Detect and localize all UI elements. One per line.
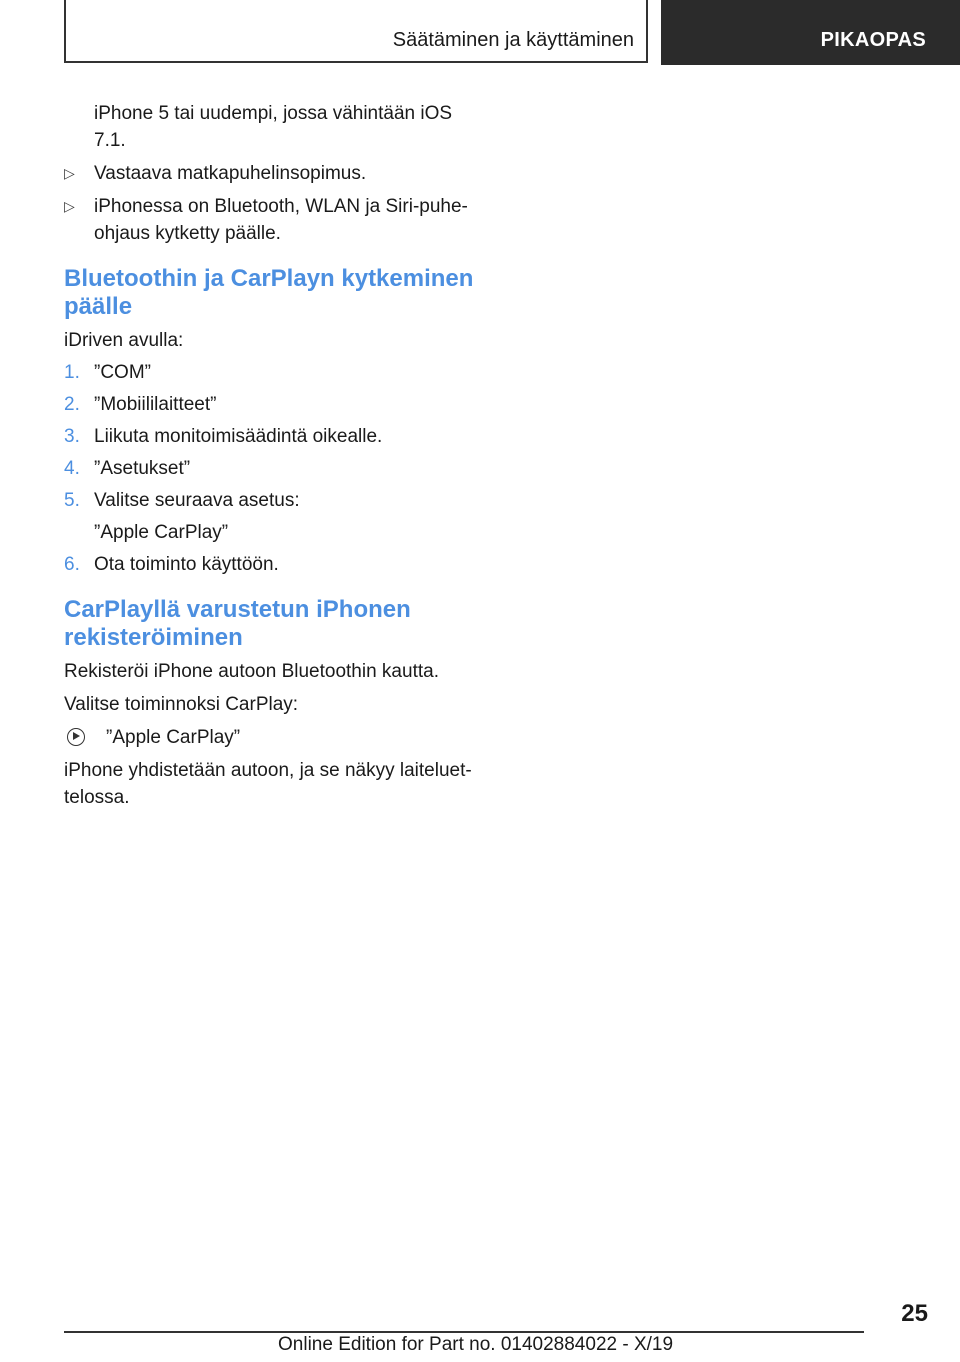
section-heading: CarPlayllä varustetun iPhonen rekisteröiminen	[64, 596, 411, 651]
step-text: ”Mobiililaitteet”	[94, 394, 217, 415]
section-heading: Bluetoothin ja CarPlayn kytkeminen päälle	[64, 265, 474, 320]
continued-list-item: iPhone 5 tai uudempi, jossa vähintään iOS 7.1.	[94, 103, 453, 151]
step-text: ”COM”	[94, 362, 151, 383]
header-section-box	[64, 0, 648, 63]
list-item	[64, 160, 484, 187]
list-item-text: iPhonessa on Bluetooth, WLAN ja Siri-puhe-ohjaus kytketty päälle.	[94, 196, 468, 244]
step-text: Liikuta monitoimisäädintä oikealle.	[94, 426, 383, 447]
paragraph: Valitse toiminnoksi CarPlay:	[64, 694, 299, 715]
list-item	[64, 193, 484, 247]
step-text: Valitse seuraava asetus:	[94, 490, 300, 511]
footer-edition: Online Edition for Part no. 01402884022 - X/19	[278, 1334, 674, 1355]
step-item	[64, 552, 484, 578]
header-section-title: Säätäminen ja käyttäminen	[392, 29, 634, 51]
step-number: 4.	[64, 458, 80, 479]
step-item	[64, 424, 484, 450]
bullet-triangle-icon: ▷	[64, 198, 75, 214]
step-number: 5.	[64, 490, 80, 511]
step-number: 1.	[64, 362, 80, 383]
page-content	[64, 100, 484, 817]
bullet-triangle-icon: ▷	[64, 165, 75, 181]
page-number: 25	[901, 1300, 928, 1327]
paragraph: iPhone yhdistetään autoon, ja se näkyy laiteluet-telossa.	[64, 760, 472, 808]
step-item	[64, 392, 484, 418]
icon-list-item	[64, 724, 484, 751]
step-item	[64, 488, 484, 546]
footer-divider	[64, 1331, 864, 1333]
step-number: 6.	[64, 554, 80, 575]
step-number: 2.	[64, 394, 80, 415]
step-item	[64, 360, 484, 386]
header-badge-label: PIKAOPAS	[820, 29, 926, 51]
list-item-text: Vastaava matkapuhelinsopimus.	[94, 163, 367, 184]
step-text: Ota toiminto käyttöön.	[94, 554, 279, 575]
step-item	[64, 456, 484, 482]
icon-list-item-text: ”Apple CarPlay”	[106, 727, 241, 748]
step-text: ”Asetukset”	[94, 458, 191, 479]
section-lead: iDriven avulla:	[64, 330, 184, 351]
header-badge	[661, 0, 960, 65]
play-circle-icon	[67, 728, 85, 746]
step-subtext: ”Apple CarPlay”	[94, 522, 229, 543]
step-number: 3.	[64, 426, 80, 447]
paragraph: Rekisteröi iPhone autoon Bluetoothin kautta.	[64, 661, 439, 682]
